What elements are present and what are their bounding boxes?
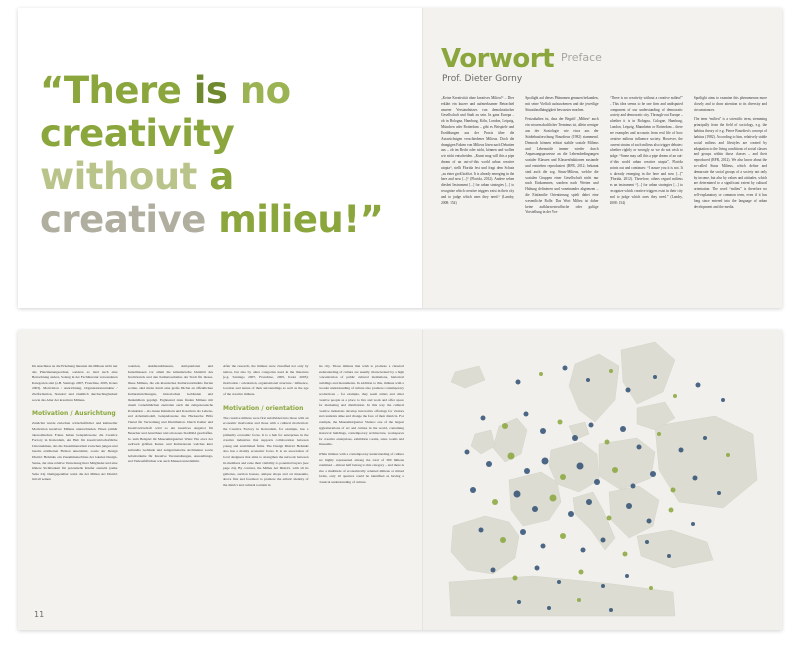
map-dot	[560, 474, 566, 480]
map-dot	[500, 537, 506, 543]
map-dot	[693, 476, 698, 481]
map-dot	[626, 388, 631, 393]
map-dot	[486, 461, 492, 467]
map-dot	[520, 529, 526, 535]
map-dot	[572, 435, 578, 441]
paragraph: Im Anschluss an die Erhebung mussten die Milieus nicht nur das Platzmanangeordnet, sondern es land auch eine Betrachtung anders, Solang in der Fachliteratur verwendeten Kategorien statt (z.B. Santiago 2007, Franchise, 2005, Krans 2003). Motivation / Ausrichtung, Organisationsstruktur / Zielformation, Standort und räumlich durchschlagbarkeit sowie das Alter der kreativen Milieus.	[32, 364, 118, 402]
quote-page	[18, 8, 422, 308]
map-dot	[717, 491, 721, 495]
map-dot	[508, 453, 515, 460]
map-dot	[581, 548, 586, 553]
map-dot	[609, 369, 613, 373]
quote-spread	[18, 8, 782, 308]
map-dot	[470, 487, 476, 493]
paragraph: „Keine Kreativität ohne kreatives Milieu!“ – Dies erklärt ein kurzer und aufmerksamer Betrachtel unserer Verstandnisses von demokratischer Gesellschaft und Stadt zu sein. In ganz Europa – ob in Bologna, Hamburg, Köln, London, Leipzig, München oder Rotterdam – gibt es Beispiele und Erzählungen aus der Praxis über die Auswüchsigen verschiedener Milieus. Doch die drangigen Fakten von Milieus lösen nach Debatten aus – ob im Recht oder nicht, können und wollen wir nicht entscheiden. „Kunst mag will this a pipe dream of an out-of-this world urban creative utopia“, stellt Florida fest und fragt dem Schutz „zu einer groß kräftzt. It is already emerging in the here and now [...]“ (Florida, 2012). Andere sehen diesbei Instrument [...] for urban strategies [...] to recognize which creative triggers exist in their city and to judge which ones they need.“ (Landry, 2008: 154)	[441, 96, 515, 205]
paragraph: Zunächst wurde zwischen wirtschaftlicher und kultureller Motivation kreativer Milieus unterschieden. Einen primär ökonomischen Fokus haben beispielsweise die Creative Factory in Rotterdam, ein Hub für kreativwirtschaftliche Unternehmen, das die Zusammenarbeit zwischen jungen und bereits etablierten Firmen unterstützt, sowie der Design District Helsinki, ein Zusammenschluss der lokalen Design-Szene, der eine relative Vernetzung ihrer Mitglieder und eine höhere Sichtbarkeit für potenzielle Käufer anstrebt (siehe Seite 24). Demgegenüber weist die der Milieu Art District mit all seinen	[32, 421, 118, 482]
map-dot	[721, 398, 725, 402]
map-dot	[625, 574, 629, 578]
map-dot	[577, 598, 581, 602]
body-column	[223, 364, 309, 602]
foreword-title: Vorwort	[441, 44, 555, 74]
paragraph: The term “milieu” is a scientific term, stemming principally from the field of sociology, e.g. the habitus theory of e.g. Pierre Bourdieu's concept of habitus (1982). According to him, relatively stable social milieus and lifestyles are created by adaptation to the living conditions of social classes and groups within those classes – and their reproduced (RFR, 2012). We also know about the so-called Sinus Milieus, which define and demarcate the social groups of a society not only by income, but also by values and attitudes, which are determined to a significant extent by cultural orientation. The word “milieu” is therefore no self-explanatory or common term, even if it has long since entered into the language of urban development and the media.	[693, 117, 767, 209]
map-dot	[516, 380, 521, 385]
map-dot	[535, 566, 540, 571]
map-dot	[586, 499, 592, 505]
paragraph: Spotlight aims to examine this phenomenon more closely and to draw attention to its diversity and circumstances.	[693, 96, 767, 112]
body-columns	[32, 364, 404, 602]
quote-word: creative	[40, 197, 219, 241]
paragraph: “There is no creativity without a creative milieu!” – This idea seems to be one firm and undisputed component of our understanding of democratic society and democratic city. Through-out Europe – whether it is in Bologna, Cologne, Hamburg, London, Leipzig, Mannheim or Rotterdam – there are examples and accounts from real life of how creative milieus influence society. However, the current strains of such milieus also trigger debates: whether rightly or wrongly so we do not wish to judge. “Some may call this a pipe dream of an out-of-this world urban creative utopia”, Florida points out and continues: “I assure you it is not. It is already emerging in the here and now [...]” (Florida, 2012). Therefore, others regard milieus as an instrument “[...] for urban strategies [...] to recognize which creative triggers exist in their city and to judge which ones they need.” (Landry, 2008: 154)	[609, 96, 683, 205]
paragraph: The creative milieus were first subdivided into those with an economic motivation and those with a cultural motivation: the Creative Factory in Rotterdam, for example, has a primarily economic focus. It is a hub for enterprises in the creative industries that supports collaboration between young and established firms. The Design District Helsinki also has a mainly economic focus. It is an association of local designers that aims to strengthen the network between its members and raise their visibility to potential buyers (see page 24). By contrast, the Milieu Art District, with all its galleries, auction houses, antique shops and art museums, above first and foremost to promote the artistic identity of the district and cultural tourism in	[223, 415, 309, 487]
map-dot	[626, 503, 632, 509]
paragraph: the city. Those milieus that wish to promote a classical understanding of culture are usually characterised by a high concentration of public cultural institutions, historical buildings and monuments. In addition to this, milieus with a broader understanding of culture also promote contemporary productions – for example, they seem artists and other creative people as a place to live and work and offer space for marketing and distribution. In this way the cultural creative industries develop innovative offerings for visitors and residents alike and change the face of their districts. For example, the MuseumsQuarter Vienna: one of the largest agglomerations of art and culture in the world, containing historical buildings, contemporary architecture, workspaces for creative enterprises, exhibition rooms, sales rooms and museums.	[318, 364, 404, 447]
map-dot	[653, 375, 657, 379]
quote-line	[40, 199, 412, 242]
map-dot	[669, 508, 674, 513]
text-page	[18, 330, 422, 630]
paragraph: Spotlight auf dieses Phänomen genauen bekunden, mit seine Vielfalt aufzuwärmen und die jeweilige Situatiónalhängigkeit bewusster machen.	[525, 96, 599, 112]
map-dot	[631, 484, 636, 489]
quote-line	[40, 70, 412, 113]
map-dot	[539, 372, 543, 376]
foreword-subtitle: Preface	[561, 51, 602, 64]
paragraph: After the research, the milieus were classified not only by nation, but also by other categories used in the literature (e.g. Santiago 2007, Franchise, 2005, Kratz 2003): motivation / orientation, organisational structure / influence, location and nature of their surroundings as well as the age of the creative milieus.	[223, 364, 309, 396]
map-dot	[557, 580, 561, 584]
map-dot	[703, 436, 707, 440]
map-dot	[514, 491, 521, 498]
map-dot	[517, 600, 521, 604]
map-dot	[601, 584, 605, 588]
map-dot	[560, 533, 566, 539]
quote-word: creativity	[40, 111, 235, 155]
map-dot	[502, 423, 508, 429]
section-subheading: Motivation / Ausrichtung	[32, 410, 116, 418]
map-dot	[577, 463, 584, 470]
quote-word: milieu!”	[218, 197, 384, 241]
map-dot	[673, 394, 677, 398]
map-dot	[547, 606, 551, 610]
map-dot	[607, 516, 612, 521]
body-column	[319, 364, 405, 602]
map-dot	[647, 519, 652, 524]
map-dot	[620, 426, 626, 432]
map-dot	[540, 428, 546, 434]
body-column	[128, 364, 214, 602]
map-dot	[645, 540, 649, 544]
map-dot	[612, 467, 618, 473]
pull-quote	[40, 70, 412, 242]
map-dot	[558, 420, 563, 425]
map-dot	[649, 586, 653, 590]
map-dot	[609, 608, 613, 612]
map-dot	[491, 568, 496, 573]
europe-map	[423, 330, 782, 630]
foreword-heading	[441, 44, 602, 74]
quote-word: without	[40, 154, 210, 198]
map-dot	[513, 576, 518, 581]
map-dot	[563, 366, 568, 371]
paragraph: While milieus with a contemporary understanding of culture are highly represented among the total of 300 milieus examined – almost half belong to this category – and there is also a multitude of economically oriented milieus or mixed forms, only 10 quarters could be identified as having a classical understanding of culture.	[318, 451, 404, 484]
map-page	[422, 330, 782, 630]
foreword-columns	[441, 96, 767, 276]
map-dot	[601, 538, 606, 543]
map-dot	[524, 412, 529, 417]
quote-line	[40, 113, 412, 156]
map-dot	[657, 432, 661, 436]
quote-word: no	[239, 69, 291, 112]
map-dot	[492, 499, 498, 505]
quote-word: a	[209, 154, 234, 198]
quote-word: “There	[40, 69, 194, 112]
map-dot	[637, 445, 642, 450]
quote-line	[40, 156, 412, 199]
foreword-page	[422, 8, 782, 308]
page-number: 11	[34, 610, 45, 619]
map-dot	[465, 450, 470, 455]
map-dot	[481, 416, 486, 421]
map-dot	[542, 458, 549, 465]
foreword-column	[610, 96, 683, 276]
foreword-author: Prof. Dieter Gorny	[442, 74, 523, 84]
map-dot	[524, 468, 530, 474]
map-dot	[696, 383, 701, 388]
map-dot	[541, 544, 546, 549]
map-dot	[605, 440, 610, 445]
map-dot	[691, 522, 695, 526]
map-dot	[568, 511, 574, 517]
foreword-column	[441, 96, 514, 276]
paragraph: Galerien, Aukhionshhausen, Antiquariaten und Kunstmuseen vor allem die künstlerische Identität des Stadtviertels und den Kulturtourismus der Stadt für dieses. Diese Milieus, die ein klassisches Kulturverständnis flerlen wollen, sind meist durch eine große Dichte an öffentlichen Kultureinrichtungen, historischen Gebäuden und Denkmälern geprägt. Ergänzend dazu finden Milieus mit einem vornehmlichen zentralen auch die zeitgenossische Produktion – als danau Künstlern und Kreativen als Lebens- und Arbeitsmodell, beispielsweise das Hackesche Höfe Viertel für Verwaltung und Distribution. Durch Kultur und Kreativwirtschaft wird so ein kreatives Angebot für Besucher und Anwöhner und ein neues Stadtbild geschaffen. So zum Beispiel im MuseumsQuartier Wien: Ein etwa der weltweit größten Kunst- und Kulturareale welches kurz kulturelle Gebäude und zeitgenössische Architektur sowie Arbeitsräume für Kreative Veranstaltungen, Ausstellungs- und Verkaufsflächen wie auch Museen unternimmt.	[127, 364, 213, 464]
map-dot	[586, 378, 590, 382]
foreword-column	[525, 96, 598, 276]
map-dot	[671, 488, 676, 493]
map-dot	[623, 552, 628, 557]
map-dot	[679, 448, 684, 453]
quote-word: is	[193, 69, 240, 112]
map-dot	[726, 453, 730, 457]
map-dot	[579, 570, 584, 575]
section-subheading: Motivation / orientation	[223, 404, 304, 412]
paragraph: Festzuhalten ist, dass der Begriff „Milieu“ auch ein wissenschaftlicher Terminus ist, allein weniger aus der Soziologie wie etwa aus der Städtebauforschung Bourdieus (1982) stammend. Dennoch können erhitzt stabile soziale Milieus und Lebensstile immer wieder durch Anpassungsprozesse an die Lebensbedingungen sozialer Klassen und Klassenfraktionen zustande und entstehen reproduziert (RFR, 2012; bekannt sind auch die sog. Sinus-Milieus, welche die sozialen Gruppen einer Gesellschaft nicht nur nach Einkommen, sondern nach Werten und Haltung definieren und voneinander abgrenzen – die Einfamilie Orientierung spielt dabei eine wesentliche Rolle. Das Wort Milieu ist daher keine aufklarwesteuflische oder gultige Vorstellung in der Vor-	[525, 117, 599, 215]
body-column	[32, 364, 118, 602]
map-dot	[667, 554, 671, 558]
map-dot	[479, 528, 484, 533]
map-dot	[550, 495, 557, 502]
map-dot	[594, 479, 600, 485]
map-dot	[650, 471, 656, 477]
map-spread	[18, 330, 782, 630]
foreword-column	[694, 96, 767, 276]
map-dot	[532, 506, 538, 512]
map-dot	[589, 423, 594, 428]
